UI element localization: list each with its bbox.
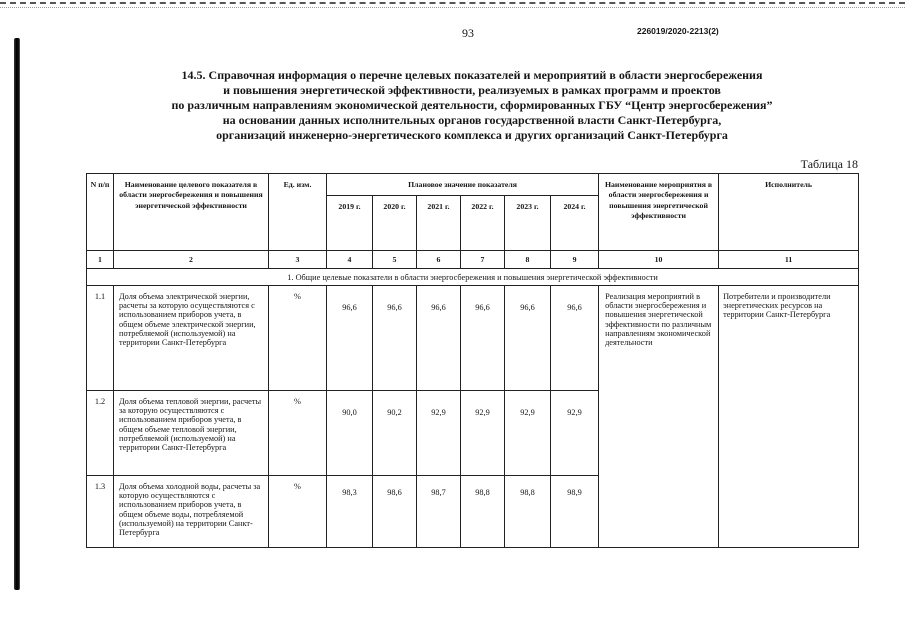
- heading-line-5: организаций инженерно-энергетического комплекса и других организаций Санкт-Петербурга: [216, 128, 728, 142]
- unit: %: [269, 391, 327, 476]
- column-number: 10: [599, 251, 719, 269]
- value-2021: 96,6: [417, 286, 461, 391]
- column-number: 1: [87, 251, 114, 269]
- scan-left-edge: [14, 38, 20, 590]
- row-number: 1.2: [87, 391, 114, 476]
- column-number: 7: [461, 251, 505, 269]
- value-2023: 92,9: [505, 391, 551, 476]
- heading-line-2: и повышения энергетической эффективности, реализуемых в рамках программ и проектов: [223, 83, 721, 97]
- header-row: [87, 174, 859, 196]
- value-2022: 92,9: [461, 391, 505, 476]
- column-number: 6: [417, 251, 461, 269]
- value-2024: 98,9: [551, 476, 599, 548]
- value-2019: 90,0: [327, 391, 373, 476]
- section-row: [87, 269, 859, 286]
- column-number: 3: [269, 251, 327, 269]
- table-label: Таблица 18: [800, 157, 858, 171]
- header-year: 2023 г.: [505, 196, 551, 251]
- value-2019: 96,6: [327, 286, 373, 391]
- unit: %: [269, 286, 327, 391]
- value-2023: 98,8: [505, 476, 551, 548]
- column-number: 11: [719, 251, 859, 269]
- header-measure: Наименование мероприятия в области энергосбережения и повышения энергетической эффективности: [599, 174, 719, 251]
- unit: %: [269, 476, 327, 548]
- value-2022: 98,8: [461, 476, 505, 548]
- header-year: 2021 г.: [417, 196, 461, 251]
- indicator-name: Доля объема тепловой энергии, расчеты за которую осуществляются с использованием приборов учета, в общем объеме тепловой энергии, потребляемой (используемой) на территории Санкт-Петербурга: [114, 391, 269, 476]
- value-2021: 98,7: [417, 476, 461, 548]
- table-row: [87, 286, 859, 391]
- value-2024: 92,9: [551, 391, 599, 476]
- value-2020: 98,6: [373, 476, 417, 548]
- header-unit: Ед. изм.: [269, 174, 327, 251]
- header-planned-value: Плановое значение показателя: [327, 174, 599, 196]
- indicator-name: Доля объема холодной воды, расчеты за которую осуществляются с использованием приборов учета, в общем объеме воды, потребляемой (используемой) на территории Санкт-Петербурга: [114, 476, 269, 548]
- value-2022: 96,6: [461, 286, 505, 391]
- value-2021: 92,9: [417, 391, 461, 476]
- heading-line-3: по различным направлениям экономической деятельности, сформированных ГБУ “Центр энергосбережения”: [171, 98, 773, 112]
- scan-top-border: [0, 2, 905, 8]
- column-number: 2: [114, 251, 269, 269]
- value-2019: 98,3: [327, 476, 373, 548]
- column-number: 8: [505, 251, 551, 269]
- row-number: 1.3: [87, 476, 114, 548]
- header-year: 2024 г.: [551, 196, 599, 251]
- row-number: 1.1: [87, 286, 114, 391]
- header-num: N п/п: [87, 174, 114, 251]
- indicators-table: [86, 173, 859, 548]
- page-number: 93: [462, 26, 474, 40]
- header-year: 2022 г.: [461, 196, 505, 251]
- document-id: 226019/2020-2213(2): [637, 26, 719, 36]
- value-2020: 96,6: [373, 286, 417, 391]
- column-number: 9: [551, 251, 599, 269]
- column-number: 5: [373, 251, 417, 269]
- header-year: 2020 г.: [373, 196, 417, 251]
- section-title: 1. Общие целевые показатели в области энергосбережения и повышения энергетической эффективности: [87, 269, 859, 286]
- value-2020: 90,2: [373, 391, 417, 476]
- value-2023: 96,6: [505, 286, 551, 391]
- heading-line-4: на основании данных исполнительных органов государственной власти Санкт-Петербурга,: [222, 113, 722, 127]
- executor-name: Потребители и производители энергетических ресурсов на территории Санкт-Петербурга: [719, 286, 859, 548]
- column-numbers-row: [87, 251, 859, 269]
- indicator-name: Доля объема электрической энергии, расчеты за которую осуществляются с использованием приборов учета, в общем объеме электрической энергии, потребляемой (используемой) на территории Санкт-Петербурга: [114, 286, 269, 391]
- column-number: 4: [327, 251, 373, 269]
- measure-name: Реализация мероприятий в области энергосбережения и повышения энергетической эффективности по различным направлениям экономической деятельности: [599, 286, 719, 548]
- heading-line-1: 14.5. Справочная информация о перечне целевых показателей и мероприятий в области энергосбережения: [181, 68, 763, 82]
- value-2024: 96,6: [551, 286, 599, 391]
- section-heading: [86, 68, 858, 143]
- header-year: 2019 г.: [327, 196, 373, 251]
- header-indicator: Наименование целевого показателя в области энергосбережения и повышения энергетической эффективности: [114, 174, 269, 251]
- header-executor: Исполнитель: [719, 174, 859, 251]
